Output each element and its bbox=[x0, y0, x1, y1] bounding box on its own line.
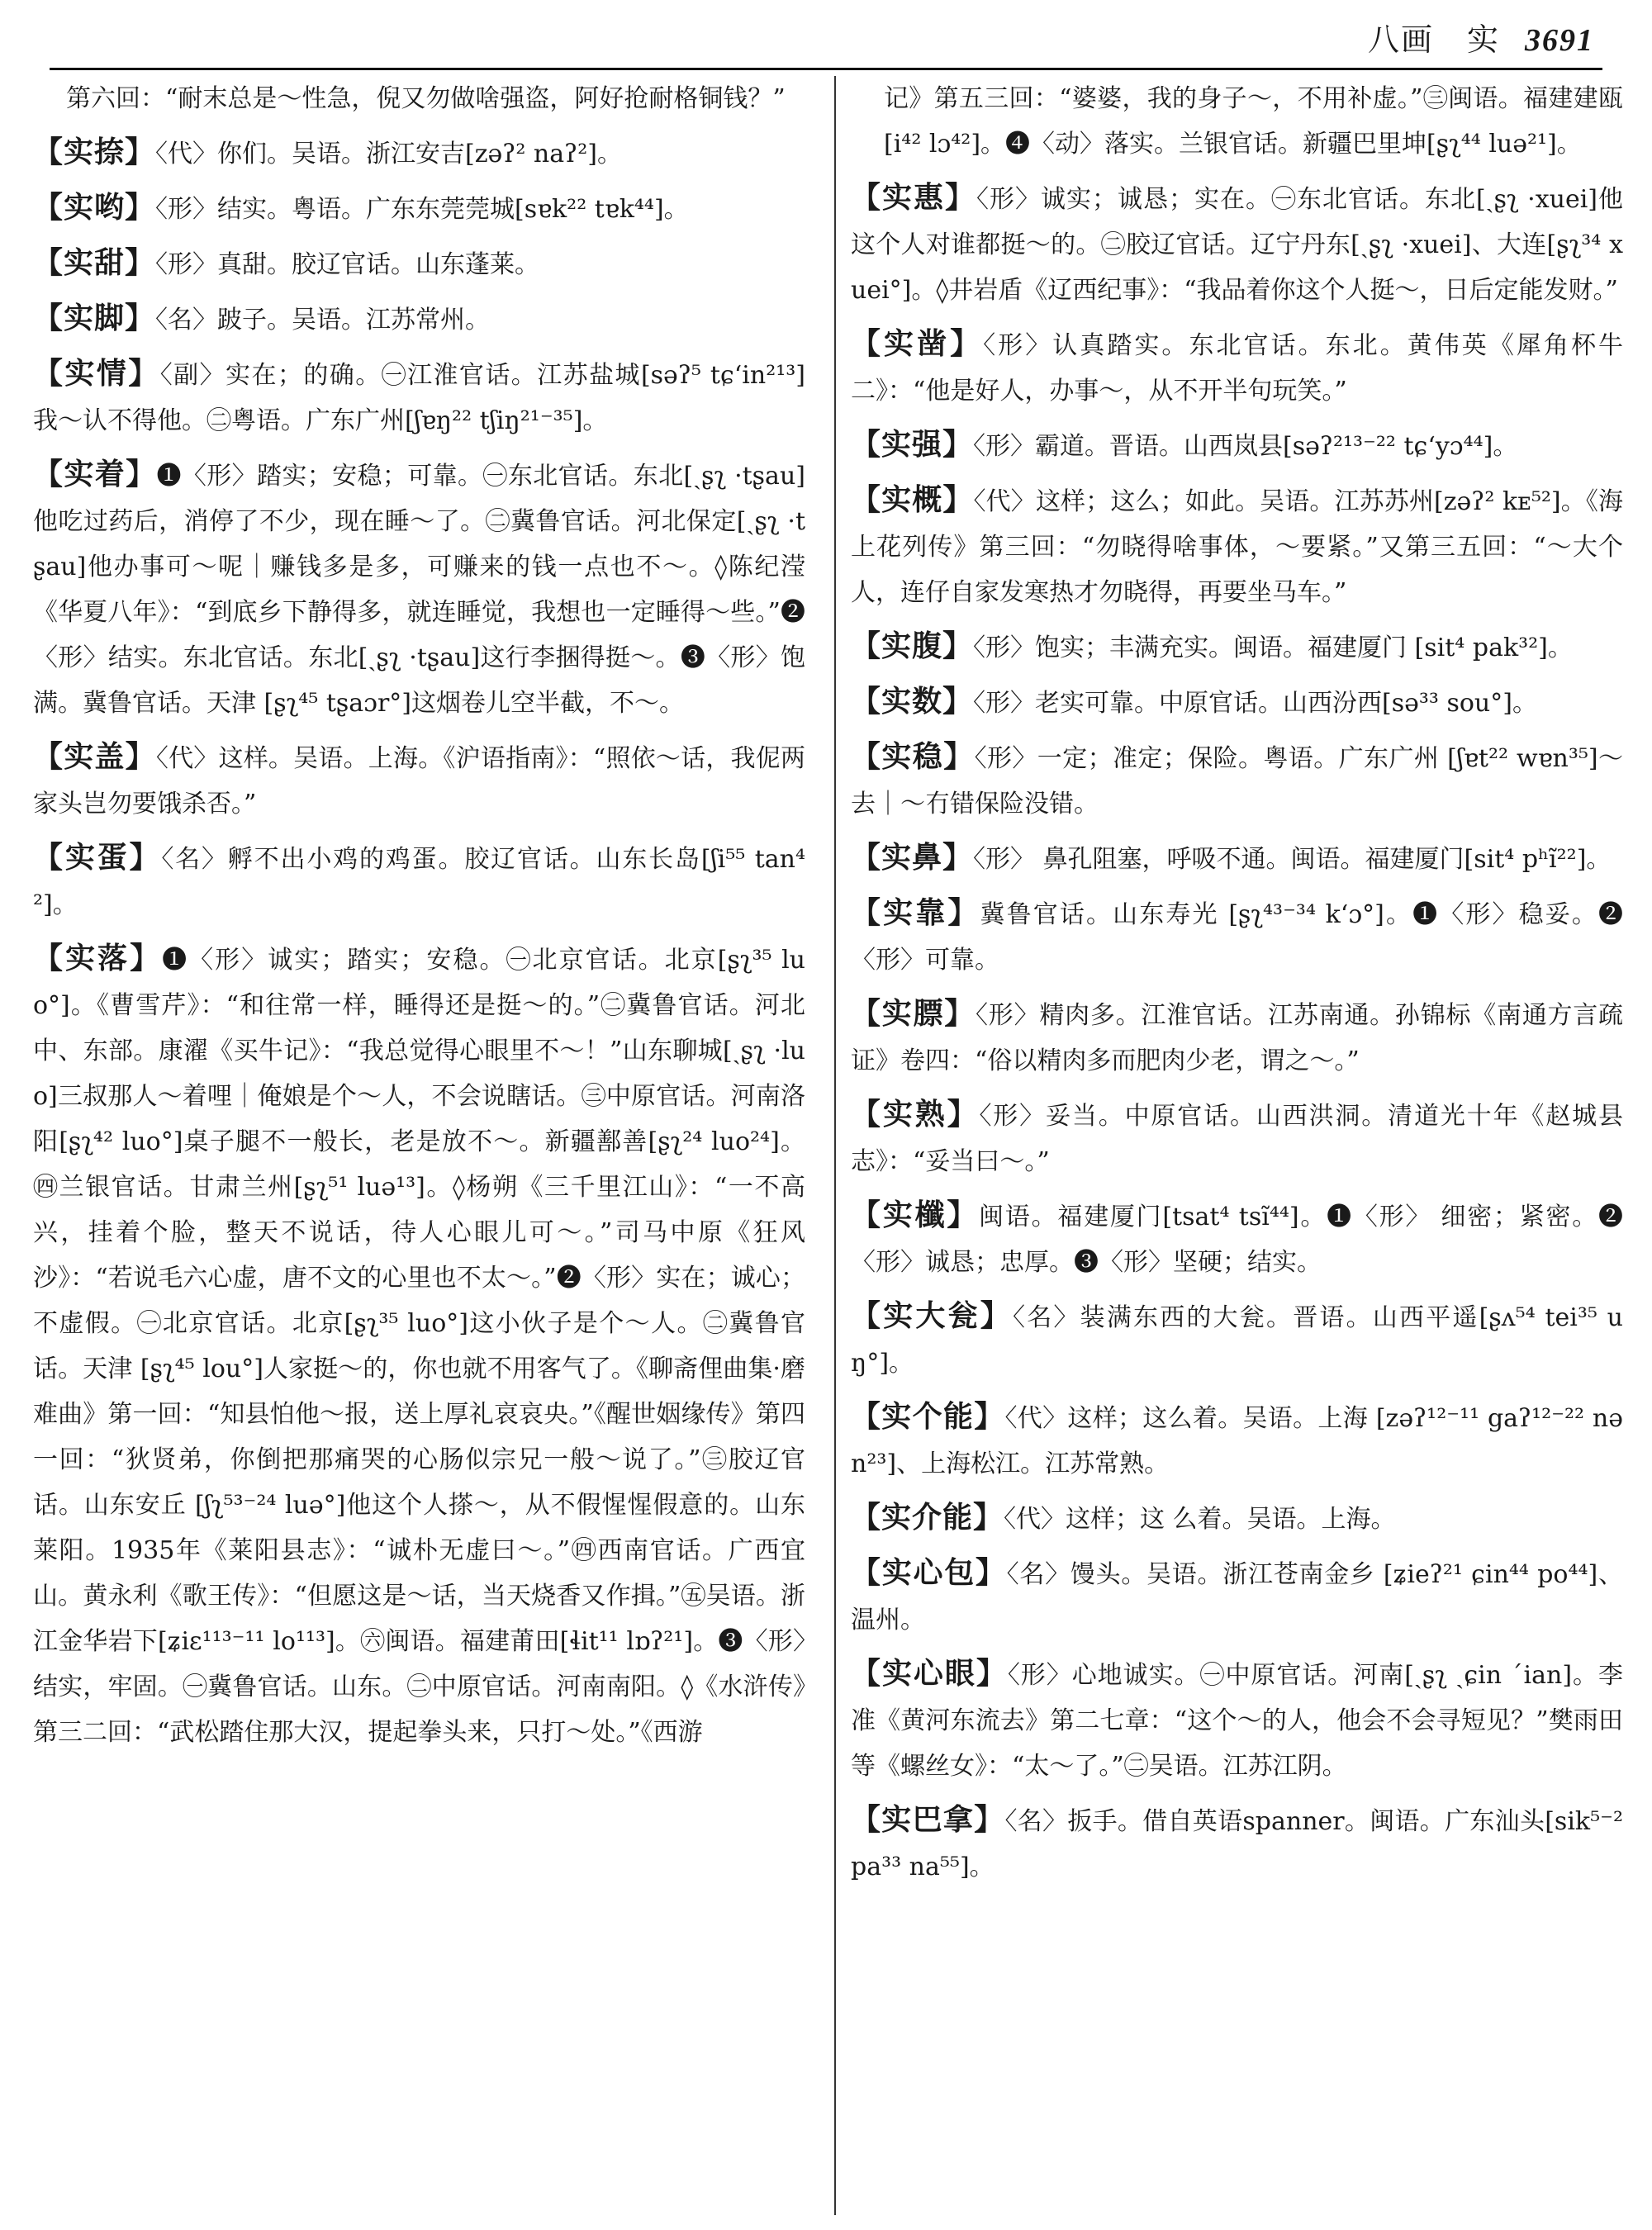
entry-headword: 【实情】 bbox=[33, 356, 160, 391]
dictionary-entry bbox=[33, 240, 805, 287]
dictionary-entry bbox=[33, 452, 805, 726]
entry-headword: 【实盖】 bbox=[33, 739, 156, 774]
entry-headword: 【实捺】 bbox=[33, 135, 156, 169]
right-column bbox=[851, 76, 1623, 2215]
dictionary-entry bbox=[851, 1797, 1623, 1890]
dictionary-entry bbox=[851, 1550, 1623, 1643]
entry-continuation bbox=[851, 76, 1623, 167]
entry-headword: 【实膘】 bbox=[851, 996, 976, 1031]
dictionary-entry bbox=[33, 734, 805, 827]
entry-definition: 〈形〉饱实；丰满充实。闽语。福建厦门 [sit⁴ pak³²]。 bbox=[973, 633, 1573, 662]
dictionary-entry bbox=[33, 130, 805, 177]
entry-headword: 【实概】 bbox=[851, 482, 974, 517]
dictionary-entry bbox=[851, 734, 1623, 827]
dictionary-entry bbox=[851, 1394, 1623, 1487]
entry-definition: 冀鲁官话。山东寿光 [ʂʅ⁴³⁻³⁴ kʻɔ°]。❶〈形〉稳妥。❷〈形〉可靠。 bbox=[851, 900, 1623, 975]
entry-headword: 【实鼻】 bbox=[851, 840, 974, 875]
entry-definition: 〈代〉这样；这 么着。吴语。上海。 bbox=[1004, 1505, 1396, 1534]
dictionary-entry bbox=[33, 351, 805, 444]
entry-definition: 〈形〉诚实；诚恳；实在。㊀东北官话。东北[ˏʂʅ ·xuei]他这个人对谁都挺～的。㊁胶辽官话。辽宁丹东[ˏʂʅ ·xuei]、大连[ʂʅ³⁴ xuei°]。◊井岩盾《辽西纪事》：“我品着你这个人挺～，日后定能发财。” bbox=[851, 185, 1623, 305]
entry-definition: 〈形〉霸道。晋语。山西岚县[səʔ²¹³⁻²² tɕʻyɔ⁴⁴]。 bbox=[973, 432, 1518, 461]
dictionary-entry bbox=[851, 477, 1623, 615]
entry-headword: 【实凿】 bbox=[851, 326, 984, 361]
entry-headword: 【实着】 bbox=[33, 457, 157, 491]
entry-headword: 【实强】 bbox=[851, 427, 974, 462]
entry-headword: 【实櫼】 bbox=[851, 1198, 980, 1232]
entry-continuation bbox=[33, 76, 805, 121]
entry-headword: 【实心包】 bbox=[851, 1555, 1007, 1590]
entry-definition: 闽语。福建厦门[tsat⁴ tsĩ⁴⁴]。❶〈形〉 细密；紧密。❷〈形〉诚恳；忠厚。❸〈形〉坚硬；结实。 bbox=[851, 1203, 1623, 1277]
entry-headword: 【实靠】 bbox=[851, 895, 980, 930]
dictionary-entry bbox=[851, 1651, 1623, 1789]
dictionary-entry bbox=[851, 175, 1623, 313]
entry-headword: 【实稳】 bbox=[851, 739, 975, 774]
entry-definition: 〈形〉心地诚实。㊀中原官话。河南[ˏʂʅ ˏɕin ˊian]。李准《黄河东流去》第二七章：“这个～的人，他会不会寻短见？”樊雨田等《螺丝女》：“太～了。”㊁吴语。江苏江阴。 bbox=[851, 1661, 1623, 1781]
dictionary-entry bbox=[33, 835, 805, 928]
dictionary-entry bbox=[851, 1495, 1623, 1542]
page-header bbox=[50, 17, 1602, 70]
dictionary-entry bbox=[851, 679, 1623, 726]
entry-definition: 〈名〉跛子。吴语。江苏常州。 bbox=[155, 306, 491, 334]
entry-definition: 〈形〉 鼻孔阻塞，呼吸不通。闽语。福建厦门[sit⁴ pʰĩ²²]。 bbox=[973, 845, 1612, 874]
entry-headword: 【实脚】 bbox=[33, 301, 156, 335]
entry-definition: 〈形〉一定；准定；保险。粤语。广东广州 [ʃɐt²² wɐn³⁵]～去｜～冇错保险没错。 bbox=[851, 744, 1623, 818]
entry-definition: 〈形〉妥当。中原官话。山西洪洞。清道光十年《赵城县志》：“妥当曰～。” bbox=[851, 1102, 1623, 1176]
page-number: 3691 bbox=[1525, 23, 1594, 58]
entry-definition: 〈名〉孵不出小鸡的鸡蛋。胶辽官话。山东长岛[ʃi⁵⁵ tan⁴²]。 bbox=[33, 845, 805, 919]
entry-definition: 〈名〉扳手。借自英语spanner。闽语。广东汕头[sik⁵⁻² pa³³ na⁵⁵]。 bbox=[851, 1807, 1623, 1881]
entry-definition: 第六回：“耐末总是～性急，倪又勿做啥强盗，阿好抢耐格铜钱？” bbox=[66, 84, 786, 113]
dictionary-entry bbox=[851, 1092, 1623, 1184]
dictionary-entry bbox=[851, 422, 1623, 469]
dictionary-entry bbox=[851, 1293, 1623, 1386]
entry-definition: 〈名〉装满东西的大瓮。晋语。山西平遥[ʂʌ⁵⁴ tei³⁵ uŋ°]。 bbox=[851, 1303, 1623, 1378]
dictionary-entry bbox=[851, 1193, 1623, 1285]
section-label: 八画 实 bbox=[1367, 21, 1500, 58]
entry-definition: 〈代〉这样；这么着。吴语。上海 [zəʔ¹²⁻¹¹ gaʔ¹²⁻²² nən²³]、上海松江。江苏常熟。 bbox=[851, 1404, 1623, 1478]
entry-definition: 〈代〉这样；这么；如此。吴语。江苏苏州[zəʔ² kᴇ⁵²]。《海上花列传》第三回：“勿晓得啥事体，～要紧。”又第三五回：“～大个人，连仔自家发寒热才勿晓得，再要坐马车。” bbox=[851, 487, 1623, 607]
entry-definition: 记》第五三回：“婆婆，我的身子～，不用补虚。”㊂闽语。福建建瓯[i⁴² lɔ⁴²]。❹〈动〉落实。兰银官话。新疆巴里坤[ʂʅ⁴⁴ luə²¹]。 bbox=[884, 84, 1623, 159]
dictionary-entry bbox=[33, 296, 805, 343]
dictionary-entry bbox=[33, 185, 805, 232]
entry-definition: ❶〈形〉诚实；踏实；安稳。㊀北京官话。北京[ʂʅ³⁵ luo°]。《曹雪芹》：“和往常一样，睡得还是挺～的。”㊁冀鲁官话。河北中、东部。康濯《买牛记》：“我总觉得心眼里不～！”山东聊城[ˏʂʅ ·luo]三叔那人～着哩｜俺娘是个～人，不会说瞎话。㊂中原官话。河南洛阳[ʂʅ⁴² luo°]桌子腿不一般长，老是放不～。新疆鄯善[ʂʅ²⁴ luo²⁴]。㊃兰银官话。甘肃兰州[ʂʅ⁵¹ luə¹³]。◊杨朔《三千里江山》：“一不高兴，挂着个脸，整天不说话，待人心眼儿可～。”司马中原《狂风沙》：“若说毛六心虚，唐不文的心里也不太～。”❷〈形〉实在；诚心；不虚假。㊀北京官话。北京[ʂʅ³⁵ luo°]这小伙子是个～人。㊁冀鲁官话。天津 [ʂʅ⁴⁵ lou°]人家挺～的，你也就不用客气了。《聊斋俚曲集·磨难曲》第一回：“知县怕他～报，送上厚礼哀哀央。”《醒世姻缘传》第四一回：“狄贤弟，你倒把那痛哭的心肠似宗兄一般～说了。”㊂胶辽官话。山东安丘 [ʃʅ⁵³⁻²⁴ luə°]他这个人搽～，从不假惺惺假意的。山东莱阳。1935年《莱阳县志》：“诚朴无虚曰～。”㊃西南官话。广西宜山。黄永利《歌王传》：“但愿这是～话，当天烧香又作揖。”㊄吴语。浙江金华岩下[ʑiɛ¹¹³⁻¹¹ lo¹¹³]。㊅闽语。福建莆田[ɬit¹¹ lɒʔ²¹]。❸〈形〉结实，牢固。㊀冀鲁官话。山东。㊁中原官话。河南南阳。◊《水浒传》第三二回：“武松踏住那大汉，提起拳头来，只打～处。”《西游 bbox=[33, 946, 805, 1747]
dictionary-entry bbox=[851, 835, 1623, 882]
entry-definition: 〈形〉精肉多。江淮官话。江苏南通。孙锦标《南通方言疏证》卷四：“俗以精肉多而肥肉少老，谓之～。” bbox=[851, 1001, 1623, 1075]
entry-definition: 〈代〉这样。吴语。上海。《沪语指南》：“照依～话，我伲两家头岂勿要饿杀否。” bbox=[33, 744, 805, 818]
entry-definition: 〈名〉馒头。吴语。浙江苍南金乡 [ʑieʔ²¹ ɕin⁴⁴ po⁴⁴]、温州。 bbox=[851, 1560, 1623, 1635]
dictionary-entry bbox=[851, 991, 1623, 1084]
entry-headword: 【实巴拿】 bbox=[851, 1802, 1005, 1837]
dictionary-entry bbox=[851, 890, 1623, 983]
entry-definition: 〈代〉你们。吴语。浙江安吉[zəʔ² naʔ²]。 bbox=[155, 140, 622, 168]
dictionary-entry bbox=[33, 936, 805, 1755]
entry-headword: 【实惠】 bbox=[851, 180, 976, 215]
entry-definition: 〈形〉真甜。胶辽官话。山东蓬莱。 bbox=[155, 250, 540, 279]
entry-headword: 【实数】 bbox=[851, 684, 974, 719]
entry-definition: 〈形〉结实。粤语。广东东莞莞城[sɐk²² tɐk⁴⁴]。 bbox=[155, 195, 689, 224]
entry-headword: 【实落】 bbox=[33, 941, 163, 975]
entry-definition: ❶〈形〉踏实；安稳；可靠。㊀东北官话。东北[ˏʂʅ ·tʂau]他吃过药后，消停了不少，现在睡～了。㊁冀鲁官话。河北保定[ˏʂʅ ·tʂau]他办事可～呢｜赚钱多是多，可赚来的钱一点也不～。◊陈纪滢《华夏八年》：“到底乡下静得多，就连睡觉，我想也一定睡得～些。”❷〈形〉结实。东北官话。东北[ˏʂʅ ·tʂau]这行李捆得挺～。❸〈形〉饱满。冀鲁官话。天津 [ʂʅ⁴⁵ tʂaɔr°]这烟卷儿空半截，不～。 bbox=[33, 462, 805, 718]
entry-definition: 〈形〉老实可靠。中原官话。山西汾西[sə³³ sou°]。 bbox=[973, 689, 1537, 718]
column-divider bbox=[834, 76, 836, 2215]
entry-headword: 【实蛋】 bbox=[33, 840, 162, 875]
running-head bbox=[1368, 14, 1594, 59]
entry-headword: 【实哟】 bbox=[33, 190, 156, 225]
entry-headword: 【实个能】 bbox=[851, 1399, 1005, 1434]
entry-headword: 【实腹】 bbox=[851, 629, 974, 663]
entry-headword: 【实介能】 bbox=[851, 1500, 1004, 1535]
left-column bbox=[33, 76, 805, 2215]
dictionary-entry bbox=[851, 321, 1623, 414]
dictionary-entry bbox=[851, 624, 1623, 671]
entry-definition: 〈形〉认真踏实。东北官话。东北。黄伟英《犀角杯牛二》：“他是好人，办事～，从不开半句玩笑。” bbox=[851, 331, 1623, 406]
entry-headword: 【实心眼】 bbox=[851, 1656, 1008, 1691]
entry-headword: 【实大瓮】 bbox=[851, 1298, 1014, 1333]
entry-definition: 〈副〉实在；的确。㊀江淮官话。江苏盐城[səʔ⁵ tɕʻin²¹³] 我～认不得他。㊁粤语。广东广州[ʃɐŋ²² tʃiŋ²¹⁻³⁵]。 bbox=[33, 361, 805, 435]
entry-headword: 【实熟】 bbox=[851, 1097, 980, 1132]
entry-headword: 【实甜】 bbox=[33, 245, 156, 280]
